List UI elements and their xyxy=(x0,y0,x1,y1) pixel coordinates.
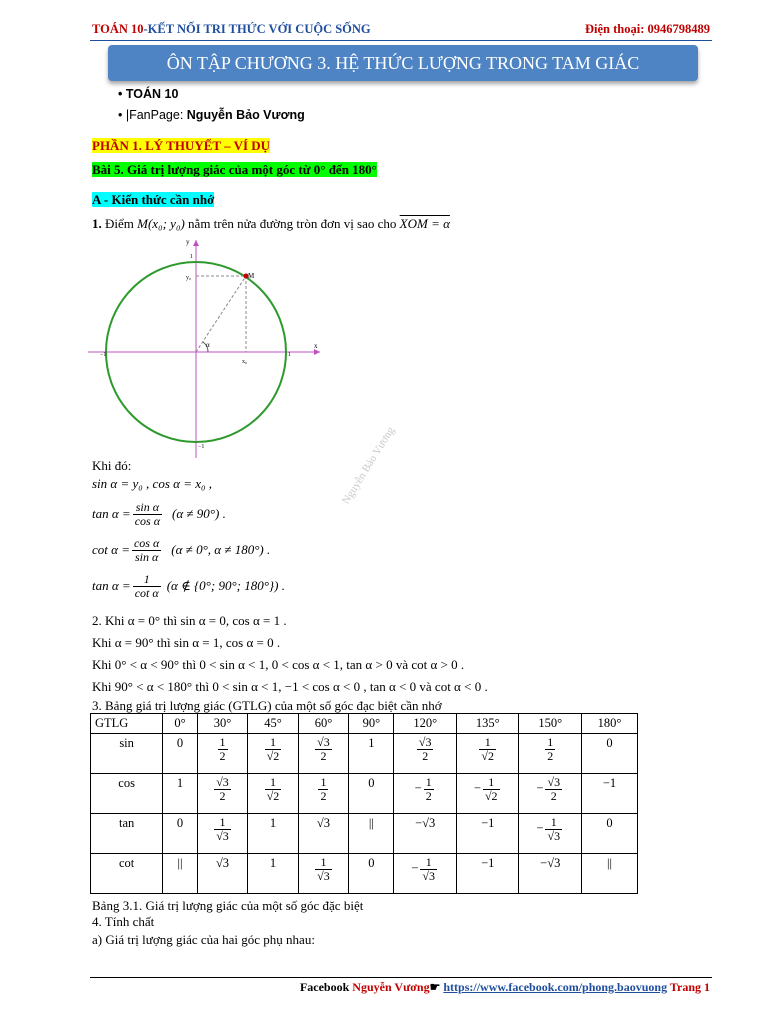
lesson-heading-text: Bài 5. Giá trị lượng giác của một góc từ 0° đến 180° xyxy=(92,162,377,177)
header-title xyxy=(92,22,371,37)
item-1-text-a: Điểm xyxy=(101,216,138,231)
header-phone: Điện thoại: 0946798489 xyxy=(585,22,710,36)
table-cell xyxy=(197,734,247,774)
table-cell: 1 xyxy=(163,774,198,814)
item-1-number: 1. xyxy=(92,216,102,231)
table-row-label: cot xyxy=(91,854,163,894)
table-cell xyxy=(248,734,298,774)
table-cell xyxy=(248,774,298,814)
table-header-cell: 30° xyxy=(197,714,247,734)
label-right-one: 1 xyxy=(288,352,291,358)
table-cell: −1 xyxy=(582,774,638,814)
chapter-banner: ÔN TẬP CHƯƠNG 3. HỆ THỨC LƯỢNG TRONG TAM GIÁC xyxy=(108,45,698,81)
table-cell xyxy=(298,734,348,774)
table-fraction: $\frac{1}{√2}$ xyxy=(266,735,280,763)
table-fraction: $\frac{1}{2}$ xyxy=(320,775,327,803)
part-heading xyxy=(92,138,270,154)
table-cell: 1 xyxy=(349,734,394,774)
table-fraction: − $\frac{1}{√2}$ xyxy=(473,775,498,803)
table-cell xyxy=(394,774,457,814)
formula-tan2-num: 1 xyxy=(133,573,161,587)
table-row xyxy=(91,734,638,774)
table-cell xyxy=(519,774,582,814)
table-row-label: sin xyxy=(91,734,163,774)
table-row-label: tan xyxy=(91,814,163,854)
table-header-cell: 90° xyxy=(349,714,394,734)
formula-cot-den: sin α xyxy=(134,549,159,564)
table-header-cell: 60° xyxy=(298,714,348,734)
table-fraction: $\frac{1}{√2}$ xyxy=(266,775,280,803)
table-header-cell: 135° xyxy=(456,714,519,734)
formula-tan-cot xyxy=(92,570,285,602)
table-fraction: $\frac{√3}{2}$ xyxy=(317,735,330,763)
trig-values-table xyxy=(90,713,638,894)
lesson-heading xyxy=(92,162,377,178)
table-cell xyxy=(519,814,582,854)
label-m: M xyxy=(248,272,255,280)
unit-circle-figure xyxy=(88,236,328,458)
formula-tan-den: cos α xyxy=(134,513,161,528)
footer-author: Nguyễn Vương xyxy=(352,980,430,994)
table-row-label: cos xyxy=(91,774,163,814)
footer xyxy=(300,980,710,995)
table-cell: 0 xyxy=(582,814,638,854)
formula-tan-num: sin α xyxy=(133,501,162,515)
item-1 xyxy=(92,216,450,232)
table-fraction: − $\frac{1}{√3}$ xyxy=(411,855,436,883)
table-cell: 0 xyxy=(163,814,198,854)
table-cell: 0 xyxy=(349,774,394,814)
item-2-line-3: Khi 0° < α < 90° thì 0 < sin α < 1, 0 < cos α < 1, tan α > 0 và cot α > 0 . xyxy=(92,657,465,672)
footer-divider xyxy=(90,977,712,978)
item-3-title: 3. Bảng giá trị lượng giác (GTLG) của một số góc đạc biệt cần nhớ xyxy=(92,698,442,713)
formula-cot xyxy=(92,534,270,566)
table-cell xyxy=(519,734,582,774)
table-fraction: − $\frac{1}{√3}$ xyxy=(536,815,561,843)
table-cell: −1 xyxy=(456,854,519,894)
bullet-fanpage-prefix: • |FanPage: xyxy=(118,108,187,122)
table-cell: √3 xyxy=(298,814,348,854)
label-x: x xyxy=(314,342,318,350)
formula-tan-cond: (α ≠ 90°) . xyxy=(172,506,226,521)
table-cell xyxy=(456,734,519,774)
table-cell: 0 xyxy=(163,734,198,774)
table-header-row xyxy=(91,714,638,734)
radius-om xyxy=(196,276,246,352)
label-y0: y₀ xyxy=(186,275,192,281)
table-cell: || xyxy=(163,854,198,894)
formula-tan xyxy=(92,498,226,530)
item-1-text-b: nằm trên nửa đường tròn đơn vị sao cho xyxy=(184,216,400,231)
table-fraction: $\frac{1}{√2}$ xyxy=(481,735,495,763)
label-left-neg-one: −1 xyxy=(100,352,107,358)
table-fraction: − $\frac{1}{2}$ xyxy=(414,775,432,803)
footer-hand-icon: ☛ xyxy=(429,980,444,994)
subsection-heading xyxy=(92,192,214,208)
item-4a: a) Giá trị lượng giác của hai góc phụ nhau: xyxy=(92,932,315,947)
label-y: y xyxy=(186,238,190,246)
table-cell: −√3 xyxy=(394,814,457,854)
item-2-line-4: Khi 90° < α < 180° thì 0 < sin α < 1, −1 < cos α < 0 , tan α < 0 và cot α < 0 . xyxy=(92,679,488,694)
table-fraction: $\frac{1}{√3}$ xyxy=(317,855,330,883)
table-fraction: $\frac{1}{2}$ xyxy=(219,735,226,763)
table-header-cell: 120° xyxy=(394,714,457,734)
formula-tan2-cond: (α ∉ {0°; 90°; 180°}) . xyxy=(166,578,285,593)
formula-tan2-lhs: tan α = xyxy=(92,578,131,593)
table-cell: || xyxy=(349,814,394,854)
item-2-line-1: 2. Khi α = 0° thì sin α = 0, cos α = 1 . xyxy=(92,613,287,628)
table-cell: −√3 xyxy=(519,854,582,894)
meta-bullets xyxy=(118,84,305,126)
footer-link[interactable]: https://www.facebook.com/phong.baovuong xyxy=(443,980,668,994)
formula-cot-cond: (α ≠ 0°, α ≠ 180°) . xyxy=(171,542,271,557)
table-header-cell: 0° xyxy=(163,714,198,734)
table-cell xyxy=(197,774,247,814)
formula-cot-lhs: cot α = xyxy=(92,542,130,557)
table-cell: 0 xyxy=(349,854,394,894)
table-cell: 0 xyxy=(582,734,638,774)
footer-page: Trang 1 xyxy=(667,980,710,994)
header-divider xyxy=(90,40,712,41)
table-cell xyxy=(298,854,348,894)
table-fraction: − $\frac{√3}{2}$ xyxy=(536,775,561,803)
item-2-line-2: Khi α = 90° thì sin α = 1, cos α = 0 . xyxy=(92,635,281,650)
formula-tan2-den: cot α xyxy=(134,585,159,600)
table-row xyxy=(91,814,638,854)
table-cell xyxy=(394,734,457,774)
table-row xyxy=(91,774,638,814)
table-header-cell: 150° xyxy=(519,714,582,734)
label-bottom-neg-one: −1 xyxy=(198,444,205,450)
item-1-angle: XOM = α xyxy=(399,216,450,231)
table-header-cell: 180° xyxy=(582,714,638,734)
formula-tan-lhs: tan α = xyxy=(92,506,131,521)
table-header-cell: 45° xyxy=(248,714,298,734)
item-1-point: M(x₀; y₀) xyxy=(137,216,185,231)
header-subject: TOÁN 10 xyxy=(92,22,144,36)
header-series: -KẾT NỐI TRI THỨC VỚI CUỘC SỐNG xyxy=(143,22,371,36)
table-cell: 1 xyxy=(248,854,298,894)
table-cell: −1 xyxy=(456,814,519,854)
table-cell xyxy=(456,774,519,814)
table-caption: Bảng 3.1. Giá trị lượng giác của một số góc đặc biệt xyxy=(92,898,364,913)
formula-cot-num: cos α xyxy=(133,535,160,550)
item-4-title: 4. Tính chất xyxy=(92,914,155,929)
table-header-cell: GTLG xyxy=(91,714,163,734)
part-heading-text: PHẦN 1. LÝ THUYẾT – VÍ DỤ xyxy=(92,138,271,153)
formula-sin-cos: sin α = y₀ , cos α = x₀ , xyxy=(92,476,213,491)
bullet-fanpage-name: Nguyễn Bảo Vương xyxy=(186,108,305,122)
footer-facebook-label: Facebook xyxy=(299,980,353,994)
table-cell xyxy=(197,814,247,854)
y-axis-arrow xyxy=(193,240,199,246)
bullet-subject: • TOÁN 10 xyxy=(118,87,179,101)
label-x0: x₀ xyxy=(242,359,248,365)
table-cell: 1 xyxy=(248,814,298,854)
watermark: Nguyễn Bảo Vương xyxy=(340,424,398,507)
label-top-one: 1 xyxy=(190,254,193,260)
table-row xyxy=(91,854,638,894)
table-fraction: $\frac{√3}{2}$ xyxy=(216,775,229,803)
table-cell: || xyxy=(582,854,638,894)
label-alpha: α xyxy=(206,341,210,349)
table-cell: √3 xyxy=(197,854,247,894)
subsection-heading-text: A - Kiến thức cần nhớ xyxy=(92,192,215,207)
table-fraction: $\frac{√3}{2}$ xyxy=(418,735,432,763)
item-2 xyxy=(92,610,488,698)
table-fraction: $\frac{1}{√3}$ xyxy=(216,815,229,843)
table-cell xyxy=(394,854,457,894)
table-fraction: $\frac{1}{2}$ xyxy=(547,735,554,763)
table-cell xyxy=(298,774,348,814)
khi-do: Khi đó: xyxy=(92,458,132,473)
